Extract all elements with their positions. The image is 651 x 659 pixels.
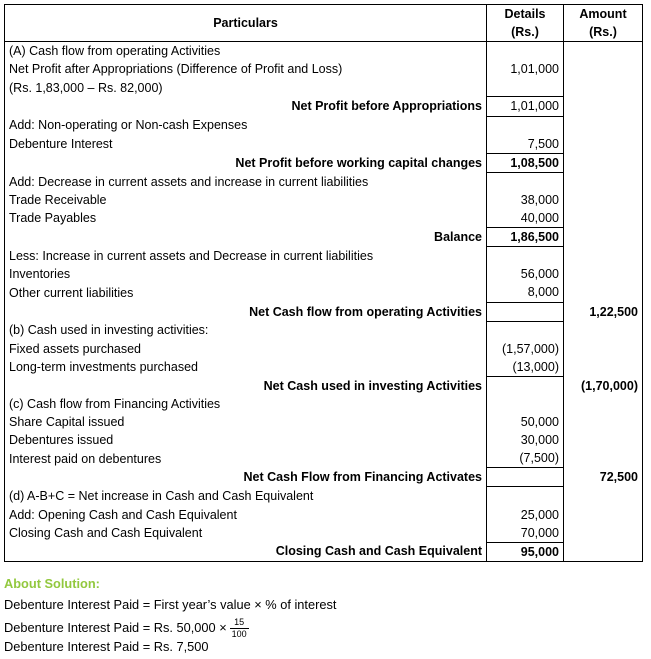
details-cell: 8,000 bbox=[487, 283, 564, 302]
particulars-cell: Closing Cash and Cash Equivalent bbox=[5, 524, 487, 543]
table-row bbox=[5, 395, 643, 413]
amount-cell bbox=[564, 524, 643, 543]
particulars-cell: Other current liabilities bbox=[5, 283, 487, 302]
table-row bbox=[5, 487, 643, 506]
header-details-title: Details bbox=[504, 7, 546, 21]
total-row bbox=[5, 468, 643, 487]
interest-fraction bbox=[230, 617, 249, 640]
amount-cell bbox=[564, 340, 643, 358]
details-cell: 56,000 bbox=[487, 265, 564, 283]
amount-cell: 1,22,500 bbox=[564, 302, 643, 321]
details-cell: 30,000 bbox=[487, 431, 564, 449]
particulars-cell: Fixed assets purchased bbox=[5, 340, 487, 358]
amount-cell bbox=[564, 395, 643, 413]
particulars-cell: (d) A-B+C = Net increase in Cash and Cash Equivalent bbox=[5, 487, 487, 506]
cash-flow-table bbox=[4, 4, 643, 562]
details-cell bbox=[487, 302, 564, 321]
amount-cell bbox=[564, 172, 643, 191]
details-cell bbox=[487, 116, 564, 135]
subtotal-row bbox=[5, 153, 643, 172]
total-label: Net Cash Flow from Financing Activates bbox=[5, 468, 487, 487]
fraction-denominator: 100 bbox=[231, 629, 247, 639]
subtotal-label: Net Profit before Appropriations bbox=[5, 97, 487, 116]
details-cell bbox=[487, 78, 564, 97]
details-cell bbox=[487, 172, 564, 191]
particulars-cell: Share Capital issued bbox=[5, 413, 487, 431]
table-row bbox=[5, 524, 643, 543]
details-cell: 1,08,500 bbox=[487, 153, 564, 172]
particulars-cell: Interest paid on debentures bbox=[5, 449, 487, 468]
details-cell: 95,000 bbox=[487, 542, 564, 561]
amount-cell bbox=[564, 265, 643, 283]
solution-line-3: Debenture Interest Paid = Rs. 7,500 bbox=[4, 639, 209, 654]
table-row bbox=[5, 42, 643, 61]
subtotal-row bbox=[5, 97, 643, 116]
amount-cell bbox=[564, 42, 643, 61]
table-row bbox=[5, 358, 643, 377]
header-amount-title: Amount bbox=[579, 7, 627, 21]
table-row bbox=[5, 449, 643, 468]
particulars-cell: (Rs. 1,83,000 – Rs. 82,000) bbox=[5, 78, 487, 97]
total-label: Net Cash used in investing Activities bbox=[5, 376, 487, 395]
amount-cell bbox=[564, 449, 643, 468]
final-row bbox=[5, 542, 643, 561]
amount-cell bbox=[564, 321, 643, 340]
table-row bbox=[5, 135, 643, 154]
amount-cell bbox=[564, 247, 643, 266]
header-row bbox=[5, 5, 643, 42]
details-cell bbox=[487, 395, 564, 413]
solution-heading: About Solution: bbox=[4, 576, 100, 591]
details-cell bbox=[487, 487, 564, 506]
details-cell: 38,000 bbox=[487, 191, 564, 209]
particulars-cell: (c) Cash flow from Financing Activities bbox=[5, 395, 487, 413]
table-row bbox=[5, 413, 643, 431]
details-cell: 7,500 bbox=[487, 135, 564, 154]
amount-cell bbox=[564, 116, 643, 135]
details-cell: 25,000 bbox=[487, 506, 564, 524]
amount-cell bbox=[564, 542, 643, 561]
details-cell: (1,57,000) bbox=[487, 340, 564, 358]
amount-cell bbox=[564, 228, 643, 247]
details-cell: 1,01,000 bbox=[487, 97, 564, 116]
details-cell: 1,86,500 bbox=[487, 228, 564, 247]
header-details bbox=[487, 5, 564, 42]
table-row bbox=[5, 191, 643, 209]
particulars-cell: Less: Increase in current assets and Decrease in current liabilities bbox=[5, 247, 487, 266]
solution-section bbox=[4, 575, 336, 659]
details-cell: (13,000) bbox=[487, 358, 564, 377]
solution-line-2 bbox=[4, 617, 336, 638]
particulars-cell: (A) Cash flow from operating Activities bbox=[5, 42, 487, 61]
details-cell: 1,01,000 bbox=[487, 60, 564, 78]
details-cell bbox=[487, 42, 564, 61]
final-label: Closing Cash and Cash Equivalent bbox=[5, 542, 487, 561]
amount-cell bbox=[564, 78, 643, 97]
particulars-cell: Add: Opening Cash and Cash Equivalent bbox=[5, 506, 487, 524]
header-details-unit: (Rs.) bbox=[511, 25, 539, 40]
amount-cell bbox=[564, 60, 643, 78]
amount-cell: 72,500 bbox=[564, 468, 643, 487]
solution-line-1: Debenture Interest Paid = First year’s value × % of interest bbox=[4, 597, 337, 612]
table-row bbox=[5, 247, 643, 266]
amount-cell bbox=[564, 413, 643, 431]
particulars-cell: Debenture Interest bbox=[5, 135, 487, 154]
header-particulars: Particulars bbox=[5, 5, 487, 42]
header-amount bbox=[564, 5, 643, 42]
particulars-cell: Debentures issued bbox=[5, 431, 487, 449]
particulars-cell: Trade Payables bbox=[5, 209, 487, 228]
particulars-cell: Trade Receivable bbox=[5, 191, 487, 209]
total-label: Net Cash flow from operating Activities bbox=[5, 302, 487, 321]
details-cell: 70,000 bbox=[487, 524, 564, 543]
amount-cell bbox=[564, 431, 643, 449]
amount-cell bbox=[564, 153, 643, 172]
table-row bbox=[5, 172, 643, 191]
amount-cell bbox=[564, 135, 643, 154]
table-row bbox=[5, 78, 643, 97]
table-row bbox=[5, 209, 643, 228]
particulars-cell: (b) Cash used in investing activities: bbox=[5, 321, 487, 340]
header-amount-unit: (Rs.) bbox=[589, 25, 617, 40]
total-row bbox=[5, 376, 643, 395]
table-row bbox=[5, 506, 643, 524]
table-row bbox=[5, 265, 643, 283]
total-row bbox=[5, 302, 643, 321]
subtotal-label: Net Profit before working capital changes bbox=[5, 153, 487, 172]
details-cell bbox=[487, 321, 564, 340]
details-cell: 40,000 bbox=[487, 209, 564, 228]
particulars-cell: Long-term investments purchased bbox=[5, 358, 487, 377]
table-row bbox=[5, 321, 643, 340]
table-row bbox=[5, 340, 643, 358]
details-cell bbox=[487, 468, 564, 487]
particulars-cell: Inventories bbox=[5, 265, 487, 283]
details-cell bbox=[487, 376, 564, 395]
amount-cell bbox=[564, 191, 643, 209]
particulars-cell: Net Profit after Appropriations (Difference of Profit and Loss) bbox=[5, 60, 487, 78]
amount-cell bbox=[564, 209, 643, 228]
particulars-cell: Add: Non-operating or Non-cash Expenses bbox=[5, 116, 487, 135]
particulars-cell: Add: Decrease in current assets and increase in current liabilities bbox=[5, 172, 487, 191]
amount-cell bbox=[564, 358, 643, 377]
amount-cell bbox=[564, 506, 643, 524]
amount-cell: (1,70,000) bbox=[564, 376, 643, 395]
details-cell: 50,000 bbox=[487, 413, 564, 431]
subtotal-row bbox=[5, 228, 643, 247]
fraction-numerator: 15 bbox=[230, 617, 249, 629]
table-row bbox=[5, 431, 643, 449]
amount-cell bbox=[564, 283, 643, 302]
table-row bbox=[5, 60, 643, 78]
details-cell bbox=[487, 247, 564, 266]
table-row bbox=[5, 283, 643, 302]
amount-cell bbox=[564, 487, 643, 506]
solution-line-2-text: Debenture Interest Paid = Rs. 50,000 × bbox=[4, 619, 227, 635]
table-row bbox=[5, 116, 643, 135]
amount-cell bbox=[564, 97, 643, 116]
details-cell: (7,500) bbox=[487, 449, 564, 468]
subtotal-label: Balance bbox=[5, 228, 487, 247]
